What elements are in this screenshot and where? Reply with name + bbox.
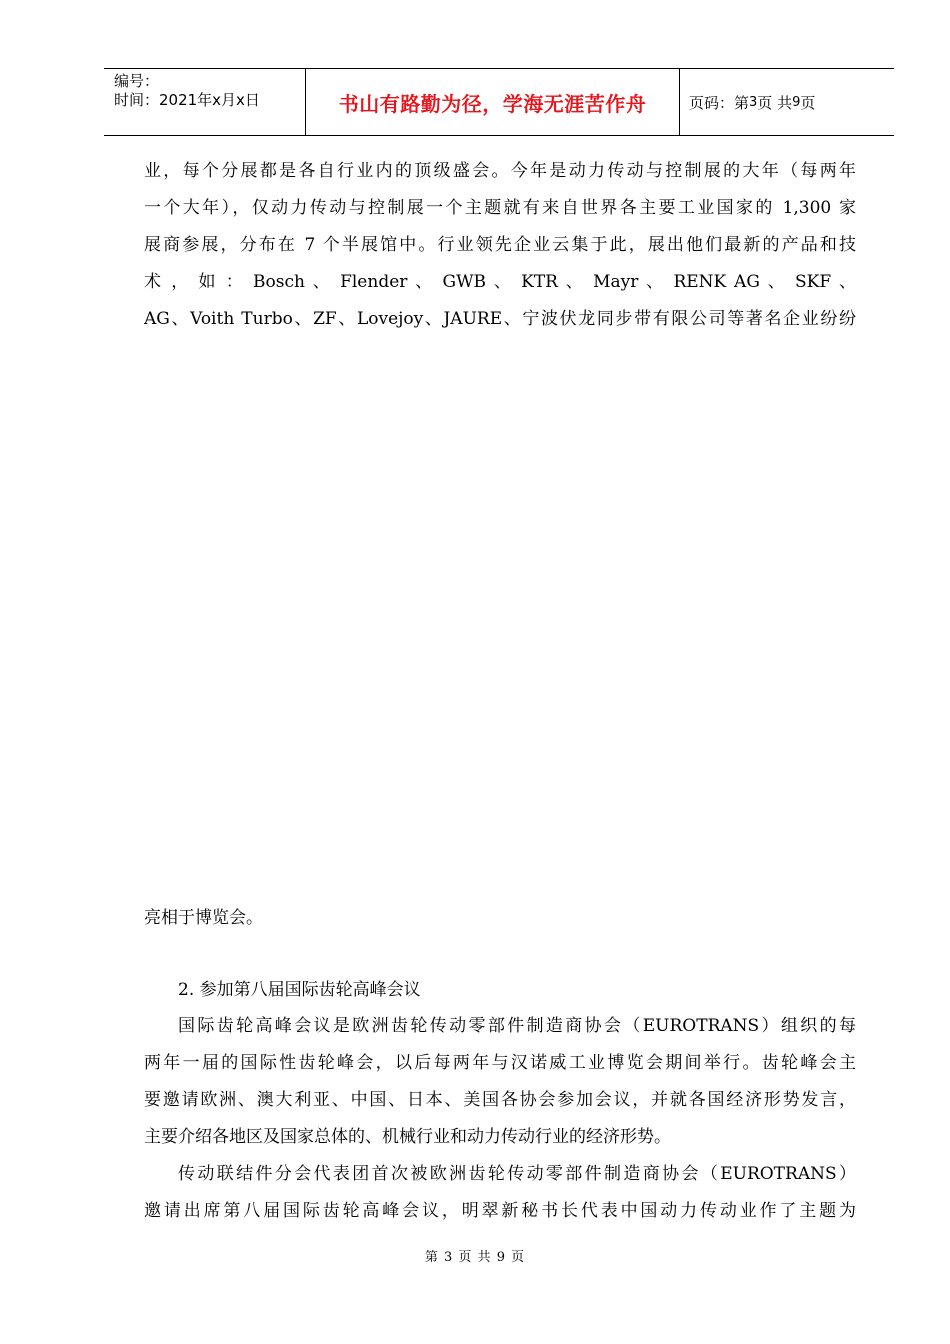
text-line: 业，每个分展都是各自行业内的顶级盛会。今年是动力传动与控制展的大年（每两年 [144,161,856,181]
text-line: 两年一届的国际性齿轮峰会，以后每两年与汉诺威工业博览会期间举行。齿轮峰会主 [144,1053,856,1073]
section-heading-text: 2. 参加第八届国际齿轮高峰会议 [178,980,421,1000]
text-line: 亮相于博览会。 [144,908,263,928]
page-current: 3 [749,94,758,110]
page-total: 9 [792,94,801,110]
text-line: 传动联结件分会代表团首次被欧洲齿轮传动零部件制造商协会（EUROTRANS） [178,1164,856,1184]
text-line: 主要介绍各地区及国家总体的、机械行业和动力传动行业的经济形势。 [144,1127,671,1147]
paragraph-2 [144,1008,856,1156]
text-line: 一个大年），仅动力传动与控制展一个主题就有来自世界各主要工业国家的 1,300 家 [144,198,856,218]
header-motto-cell [306,69,680,135]
document-date-label: 时间：2021年x月x日 [114,91,260,109]
paragraph-3 [144,1156,856,1230]
paragraph-1 [144,153,856,338]
page-prefix: 页码：第 [689,93,750,112]
text-line: 国际齿轮高峰会议是欧洲齿轮传动零部件制造商协会（EUROTRANS）组织的每 [178,1016,856,1036]
page-footer [0,1246,950,1265]
section-heading [144,972,856,1009]
text-line: 邀请出席第八届国际齿轮高峰会议，明翠新秘书长代表中国动力传动业作了主题为 [144,1201,856,1221]
page-mid: 页 共 [757,93,793,112]
text-line: 要邀请欧洲、澳大利亚、中国、日本、美国各协会参加会议，并就各国经济形势发言， [144,1090,856,1110]
text-line: AG、Voith Turbo、ZF、Lovejoy、JAURE、宁波伏龙同步带有限公司等著名企业纷纷 [144,309,856,329]
header-motto: 书山有路勤为径，学海无涯苦作舟 [338,91,647,116]
footer-page-number: 第 3 页 共 9 页 [424,1250,526,1265]
page-header [104,68,894,136]
paragraph-1-end [144,900,856,937]
header-info-cell [104,69,306,135]
page-suffix: 页 [800,93,816,112]
text-line: 术 ， 如 ： Bosch 、 Flender 、 GWB 、 KTR 、 Mayr 、 RENK AG 、 SKF 、 [144,272,856,292]
document-number-label: 编号： [114,72,160,90]
header-page-cell [680,69,894,135]
text-line: 展商参展，分布在 7 个半展馆中。行业领先企业云集于此，展出他们最新的产品和技 [144,235,856,255]
